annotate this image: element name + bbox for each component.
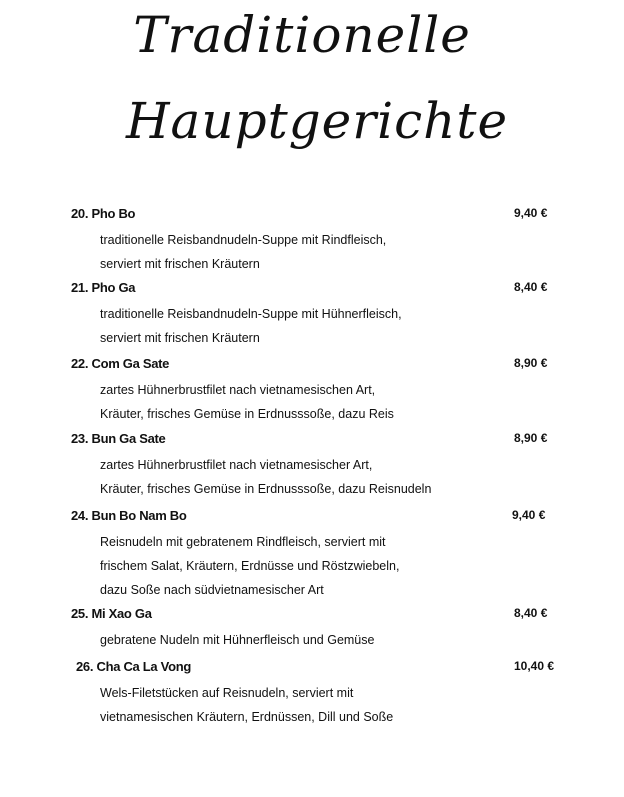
item-name: 25. Mi Xao Ga xyxy=(71,606,152,621)
description-line: Wels-Filetstücken auf Reisnudeln, serviert mit xyxy=(100,686,354,700)
item-name: 26. Cha Ca La Vong xyxy=(76,659,191,674)
item-price: 9,40 € xyxy=(514,206,548,220)
item-name: 22. Com Ga Sate xyxy=(71,356,170,371)
item-name: 24. Bun Bo Nam Bo xyxy=(71,508,187,523)
item-price: 8,90 € xyxy=(514,431,548,445)
item-description xyxy=(100,453,431,501)
item-price: 8,40 € xyxy=(514,280,548,294)
item-name: 23. Bun Ga Sate xyxy=(71,431,166,446)
description-line: zartes Hühnerbrustfilet nach vietnamesischen Art, xyxy=(100,383,376,397)
item-description xyxy=(100,628,374,652)
description-line: traditionelle Reisbandnudeln-Suppe mit Rindfleisch, xyxy=(100,233,387,247)
item-description xyxy=(100,228,386,276)
description-line: zartes Hühnerbrustfilet nach vietnamesischer Art, xyxy=(100,458,373,472)
item-description xyxy=(100,302,402,350)
description-line: gebratene Nudeln mit Hühnerfleisch und Gemüse xyxy=(100,633,375,647)
description-line: serviert mit frischen Kräutern xyxy=(100,257,260,271)
item-price: 9,40 € xyxy=(512,508,546,522)
title-line-2: Hauptgerichte xyxy=(125,92,509,150)
title-line-1: Traditionelle xyxy=(133,6,471,64)
description-line: Kräuter, frisches Gemüse in Erdnusssoße, dazu Reis xyxy=(100,407,394,421)
item-price: 8,90 € xyxy=(514,356,548,370)
item-name: 20. Pho Bo xyxy=(71,206,136,221)
description-line: serviert mit frischen Kräutern xyxy=(100,331,260,345)
item-description xyxy=(100,530,399,602)
description-line: Reisnudeln mit gebratenem Rindfleisch, serviert mit xyxy=(100,535,386,549)
item-price: 10,40 € xyxy=(514,659,555,673)
description-line: frischem Salat, Kräutern, Erdnüsse und Röstzwiebeln, xyxy=(100,559,400,573)
description-line: dazu Soße nach südvietnamesischer Art xyxy=(100,583,324,597)
description-line: Kräuter, frisches Gemüse in Erdnusssoße, dazu Reisnudeln xyxy=(100,482,432,496)
item-name: 21. Pho Ga xyxy=(71,280,136,295)
item-description xyxy=(100,681,393,729)
item-description xyxy=(100,378,394,426)
item-price: 8,40 € xyxy=(514,606,548,620)
description-line: traditionelle Reisbandnudeln-Suppe mit Hühnerfleisch, xyxy=(100,307,402,321)
description-line: vietnamesischen Kräutern, Erdnüssen, Dill und Soße xyxy=(100,710,394,724)
